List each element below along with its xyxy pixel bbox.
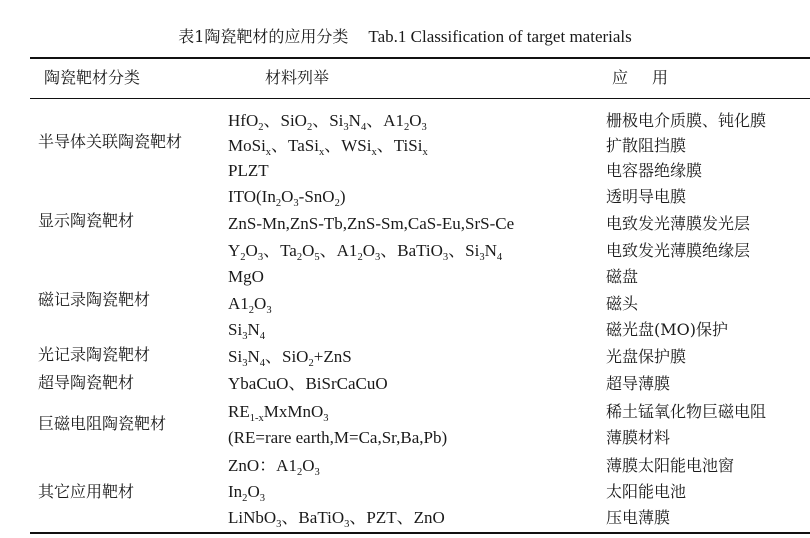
category-label: 磁记录陶瓷靶材 [38,290,151,309]
table-row [0,505,810,530]
header-application: 应用 [612,68,693,87]
application-cell: 透明导电膜 [606,187,687,206]
table-row [0,291,810,316]
table-caption [0,22,810,52]
material-cell: YbaCuO、BiSrCaCuO [228,374,388,393]
material-cell: $Si_3N_4$、SiO$_2$+ZnS [228,347,352,369]
table-row [0,399,810,424]
application-cell: 电容器绝缘膜 [606,161,703,180]
category-label: 显示陶瓷靶材 [38,211,135,230]
application-cell: 磁头 [606,294,639,313]
category-label: 光记录陶瓷靶材 [38,345,151,364]
header-category: 陶瓷靶材分类 [44,68,141,87]
category-label: 半导体关联陶瓷靶材 [38,132,183,151]
table-row [0,238,810,263]
header-rule [30,98,810,99]
application-cell: 磁光盘(MO)保护 [606,320,728,339]
category-label: 其它应用靶材 [38,482,135,501]
table-row [0,211,810,236]
material-cell: LiNbO$_3$、BaTiO$_3$、PZT、ZnO [228,508,445,530]
material-cell: MoSi$_x$、TaSi$_x$、WSi$_x$、TiSi$_x$ [228,136,428,158]
table-row [0,317,810,342]
material-cell: MgO [228,267,264,286]
table-row [0,158,810,183]
material-cell: (RE=rare earth,M=Ca,Sr,Ba,Pb) [228,428,448,447]
application-cell: 超导薄膜 [606,374,671,393]
table-row [0,108,810,133]
caption-en: Tab.1 Classification of target materials [368,27,632,46]
application-cell: 磁盘 [606,267,639,286]
top-rule [30,57,810,59]
table-row [0,425,810,450]
caption-zh: 表1陶瓷靶材的应用分类 [178,27,349,46]
material-cell: $A1_2O_3$ [228,294,272,316]
header-materials: 材料列举 [265,68,330,87]
material-cell: ZnO：$A1_2O_3$ [228,456,320,478]
application-cell: 太阳能电池 [606,482,687,501]
table-row [0,184,810,209]
application-cell: 薄膜材料 [606,428,671,447]
material-cell: HfO$_2$、SiO$_2$、$Si_3N_4$、$A1_2O_3$ [228,111,427,133]
material-cell: $ITO(In_2O_3-SnO_2)$ [228,187,346,209]
application-cell: 栅极电介质膜、钝化膜 [606,111,767,130]
application-cell: 压电薄膜 [606,508,671,527]
table-row [0,344,810,369]
application-cell: 电致发光薄膜发光层 [606,214,751,233]
material-cell: $In_2O_3$ [228,482,265,504]
category-label: 超导陶瓷靶材 [38,373,135,392]
application-cell: 扩散阻挡膜 [606,136,687,155]
table-row [0,453,810,478]
material-cell: $RE_{1-x}MxMnO_3$ [228,402,329,424]
material-cell: $Y_2O_3$、$Ta_2O_5$、$A1_2O_3$、BaTiO$_3$、$Si_3N_4$ [228,241,503,263]
table-row [0,371,810,396]
table-row [0,133,810,158]
table-row [0,264,810,289]
application-cell: 光盘保护膜 [606,347,687,366]
application-cell: 稀土锰氧化物巨磁电阻 [606,402,767,421]
application-cell: 薄膜太阳能电池窗 [606,456,735,475]
material-cell: ZnS-Mn,ZnS-Tb,ZnS-Sm,CaS-Eu,SrS-Ce [228,214,515,233]
table-row [0,479,810,504]
bottom-rule [30,532,810,534]
category-label: 巨磁电阻陶瓷靶材 [38,414,167,433]
application-cell: 电致发光薄膜绝缘层 [606,241,751,260]
material-cell: $Si_3N_4$ [228,320,265,342]
material-cell: PLZT [228,161,269,180]
